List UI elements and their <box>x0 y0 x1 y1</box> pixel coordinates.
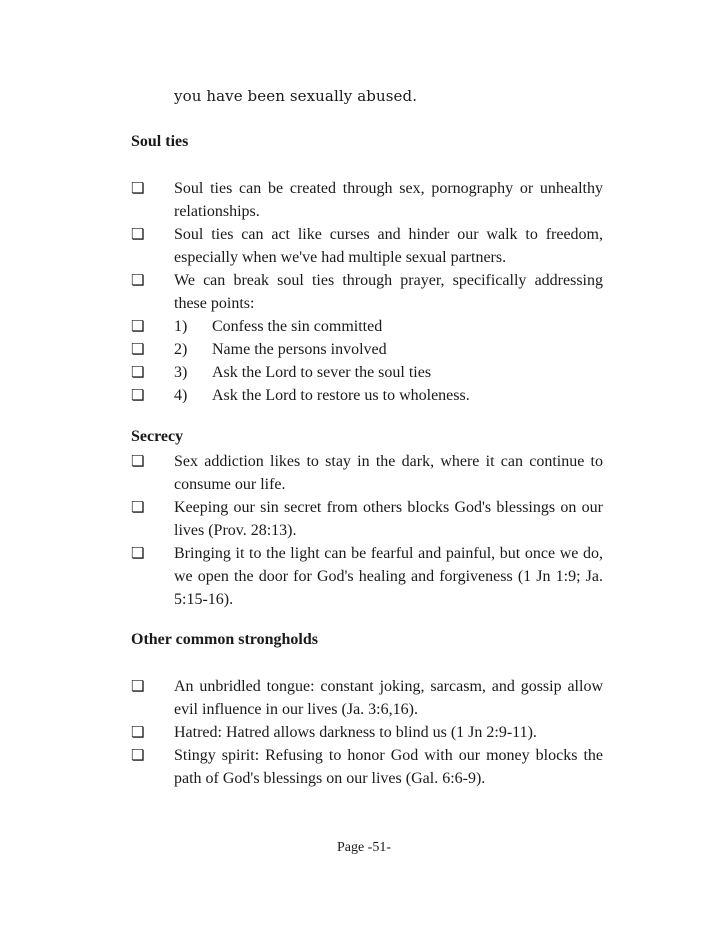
step-number: 4) <box>174 387 188 404</box>
heading-other-strongholds: Other common strongholds <box>131 631 318 648</box>
checkbox-icon: ❏ <box>131 544 145 562</box>
checkbox-icon: ❏ <box>131 386 145 404</box>
list-item: ❏ Soul ties can act like curses and hinder our walk to freedom, especially when we've had multiple sexual partners. <box>131 225 603 266</box>
step-number: 2) <box>174 341 188 358</box>
list-item: ❏ An unbridled tongue: constant joking, sarcasm, and gossip allow evil influence in our lives (Ja. 3:6,16). <box>131 677 603 718</box>
strongholds-list <box>131 675 603 790</box>
soul-ties-list <box>131 177 603 407</box>
list-item: ❏ 4) Ask the Lord to restore us to wholeness. <box>131 384 603 407</box>
list-item: ❏ Soul ties can be created through sex, pornography or unhealthy relationships. <box>131 179 603 220</box>
checkbox-icon: ❏ <box>131 452 145 470</box>
secrecy-list <box>131 450 603 611</box>
checkbox-icon: ❏ <box>131 271 145 289</box>
page-number: Page -51- <box>336 840 392 855</box>
checkbox-icon: ❏ <box>131 340 145 358</box>
list-item: ❏ Sex addiction likes to stay in the dark, where it can continue to consume our life. <box>131 452 603 493</box>
list-item: ❏ We can break soul ties through prayer, specifically addressing these points: <box>131 271 603 312</box>
list-item: ❏ Hatred: Hatred allows darkness to blind us (1 Jn 2:9-11). <box>131 721 603 744</box>
list-item: ❏ 3) Ask the Lord to sever the soul ties <box>131 361 603 384</box>
heading-secrecy: Secrecy <box>131 428 184 445</box>
checkbox-icon: ❏ <box>131 677 145 695</box>
checkbox-icon: ❏ <box>131 723 145 741</box>
step-number: 3) <box>174 364 188 381</box>
list-item: ❏ Bringing it to the light can be fearful and painful, but once we do, we open the door for God's healing and forgiveness (1 Jn 1:9; Ja. 5:15-16). <box>131 544 603 608</box>
checkbox-icon: ❏ <box>131 746 145 764</box>
checkbox-icon: ❏ <box>131 363 145 381</box>
list-item: ❏ 2) Name the persons involved <box>131 338 603 361</box>
checkbox-icon: ❏ <box>131 498 145 516</box>
checkbox-icon: ❏ <box>131 225 145 243</box>
heading-soul-ties: Soul ties <box>131 133 189 150</box>
step-number: 1) <box>174 318 188 335</box>
list-item: ❏ Stingy spirit: Refusing to honor God with our money blocks the path of God's blessings on our lives (Gal. 6:6-9). <box>131 746 603 787</box>
checkbox-icon: ❏ <box>131 317 145 335</box>
list-item: ❏ Keeping our sin secret from others blocks God's blessings on our lives (Prov. 28:13). <box>131 498 603 539</box>
checkbox-icon: ❏ <box>131 179 145 197</box>
intro-text: you have been sexually abused. <box>174 87 418 105</box>
list-item: ❏ 1) Confess the sin committed <box>131 315 603 338</box>
